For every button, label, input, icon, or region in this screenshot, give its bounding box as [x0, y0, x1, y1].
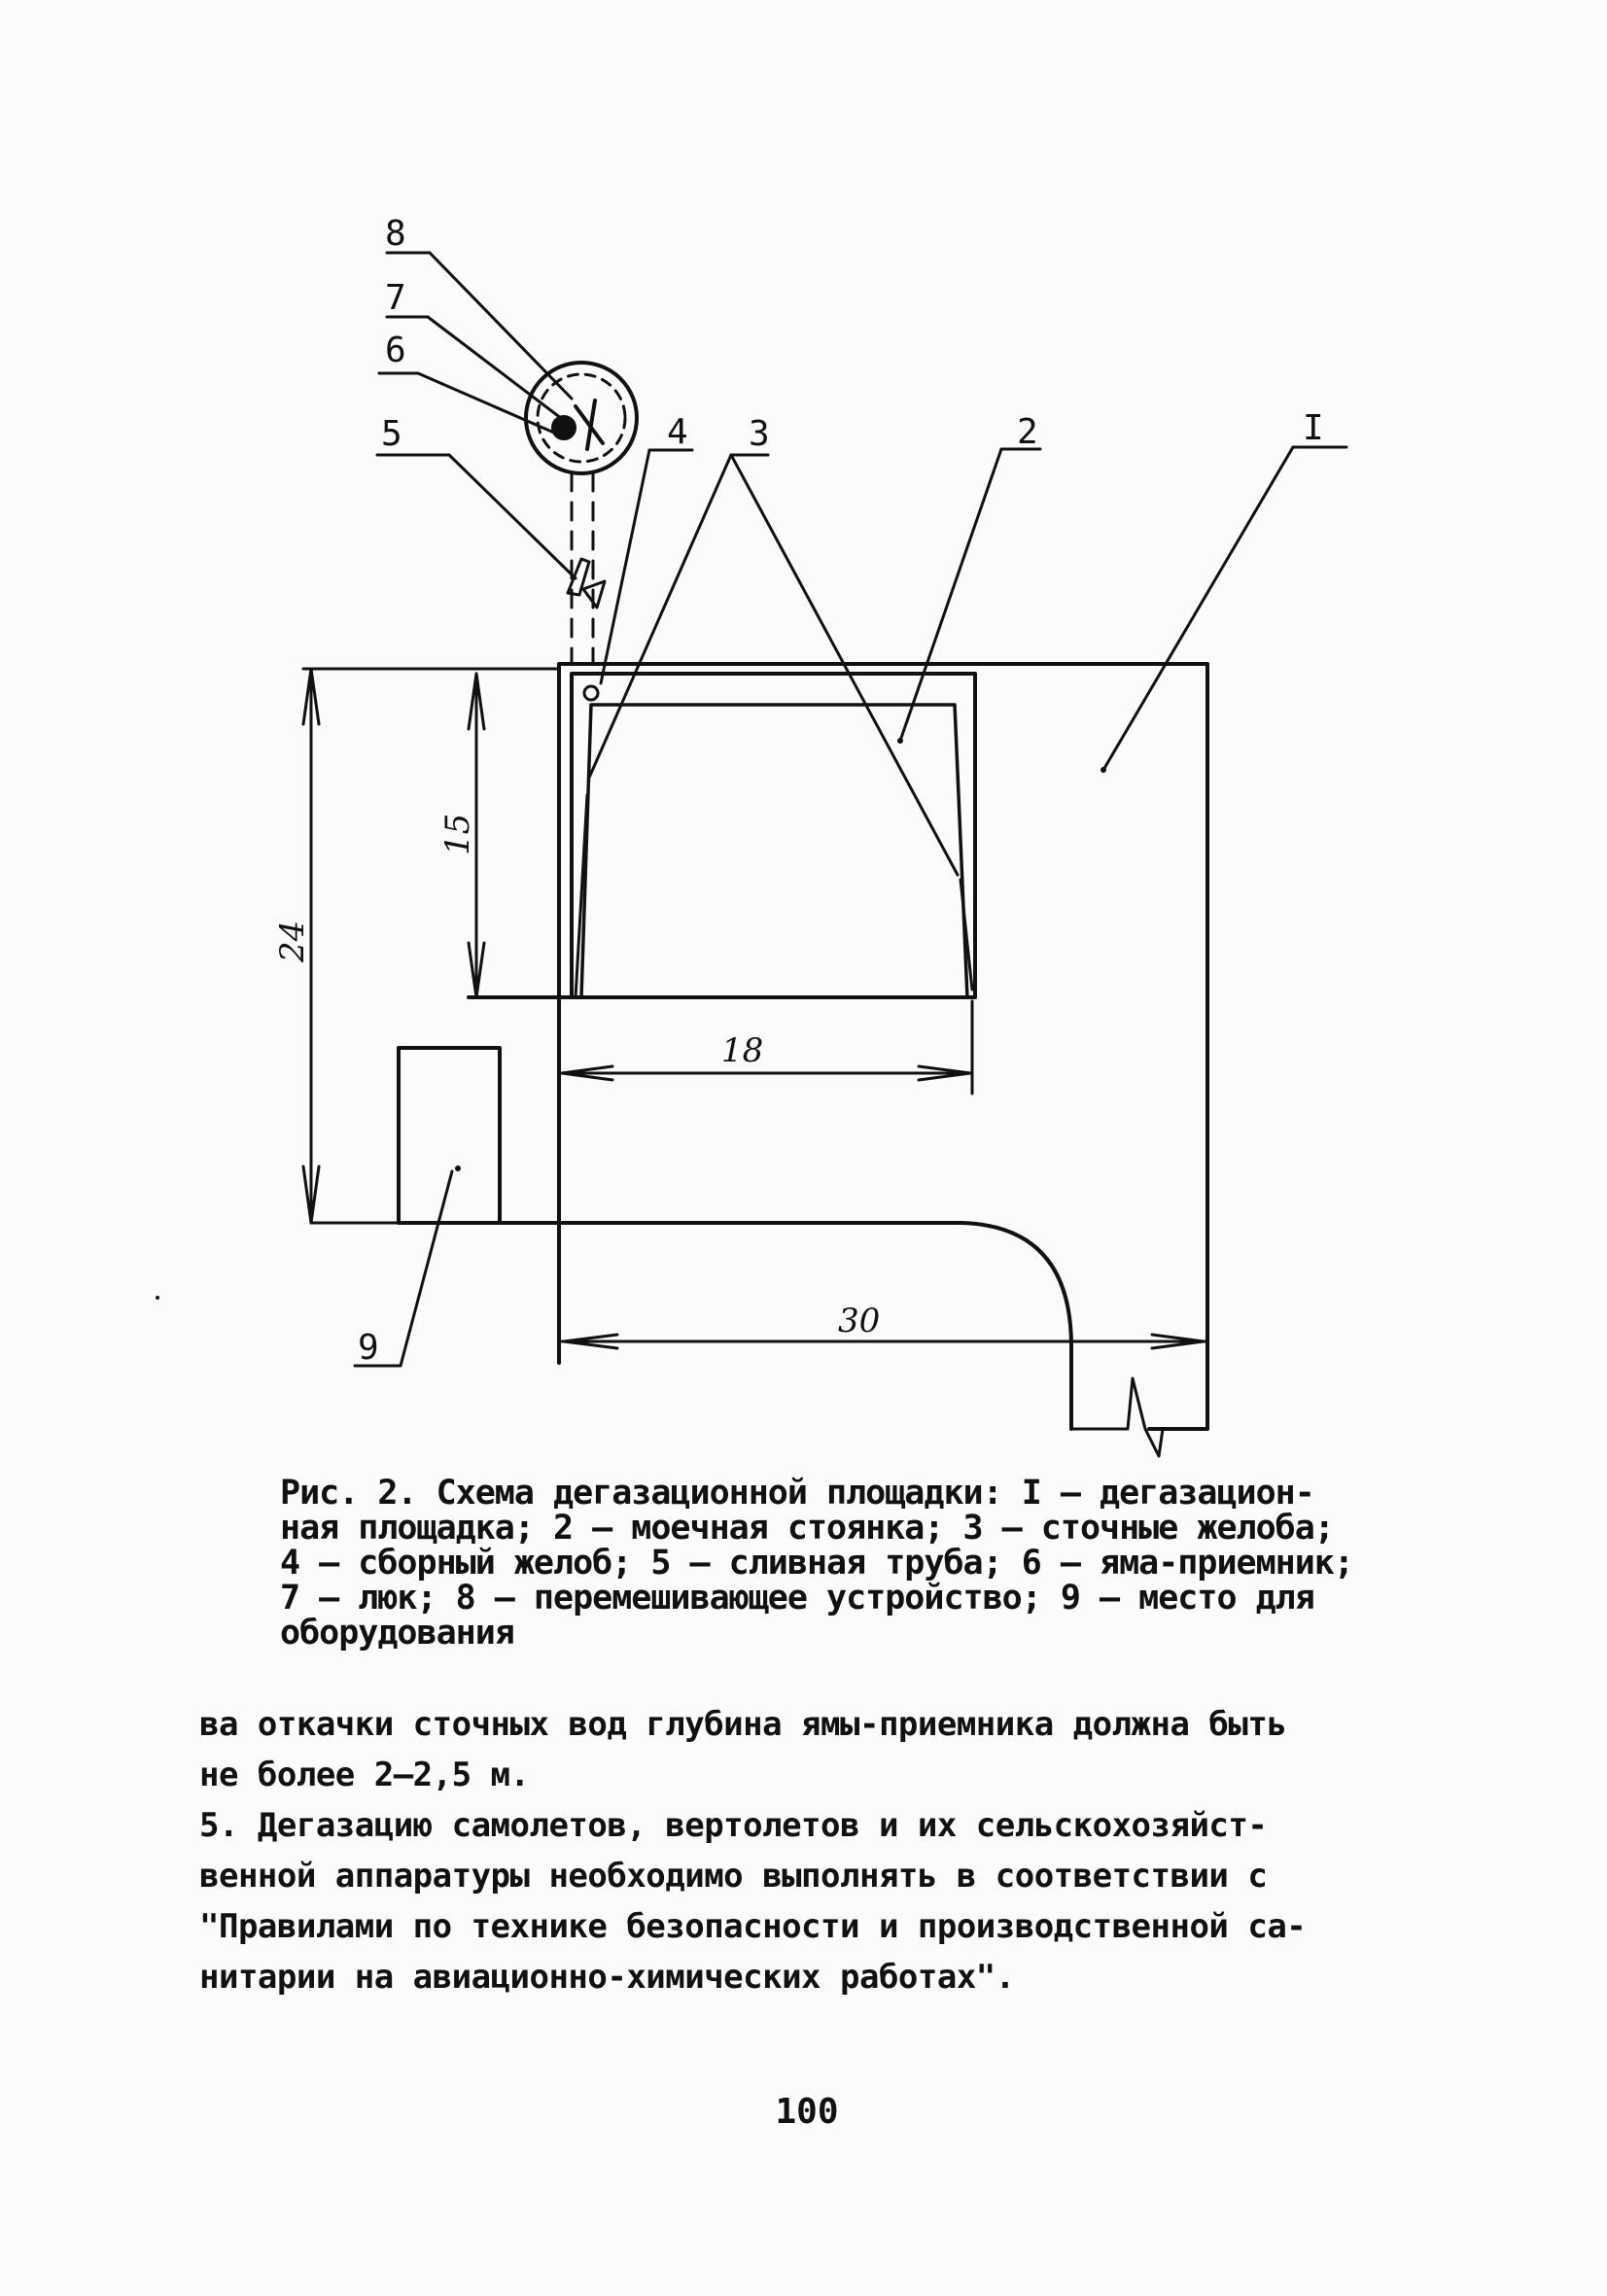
equipment-box	[399, 1048, 500, 1223]
dimension-30: 30	[838, 1302, 881, 1340]
pit-receiver-outer	[526, 363, 637, 473]
figure-caption: Рис. 2. Схема дегазационной площадки: I – дегазацион- ная площадка; 2 – моечная стоянка; 3 – сточные желоба; 4 – сборный желоб; 5 – сливная труба; 6 – яма-приемник; 7 – люк; 8 – перемешивающее устройство; 9 – место для оборудования	[280, 1474, 1353, 1652]
drain-pipe-symbol	[568, 559, 605, 608]
site-outline	[559, 664, 1207, 1429]
callout-9: 9	[358, 1328, 379, 1368]
page-number: 100	[775, 2092, 839, 2132]
washing-stand-outer	[572, 674, 975, 997]
collector-hole	[584, 686, 598, 700]
callout-3: 3	[749, 414, 770, 454]
callout-1: I	[1303, 408, 1324, 448]
paragraph: 5. Дегазацию самолетов, вертолетов и их сельскохозяйст- венной аппаратуры необходимо выполнять в соответствии с "Правилами по технике безопасности и производственной са- нитарии на авиационно-химических работах".	[199, 1806, 1307, 1997]
callout-8: 8	[385, 214, 406, 254]
washing-stand-inner	[581, 705, 967, 997]
callout-7: 7	[385, 278, 406, 318]
dimension-15: 15	[438, 813, 477, 855]
dimension-18: 18	[721, 1031, 764, 1070]
callout-4: 4	[667, 412, 688, 452]
callout-5: 5	[381, 414, 402, 454]
callout-2: 2	[1017, 412, 1038, 452]
pit-receiver-inner	[538, 374, 625, 462]
mixer	[576, 400, 603, 449]
drain-break-mark	[1071, 1378, 1163, 1456]
callout-6: 6	[385, 330, 406, 370]
body-text	[199, 1699, 1424, 2002]
site-outline-drain	[501, 1223, 1071, 1429]
dimension-24: 24	[273, 920, 312, 962]
paragraph: ва откачки сточных вод глубина ямы-приемника должна быть не более 2–2,5 м.	[199, 1705, 1287, 1794]
